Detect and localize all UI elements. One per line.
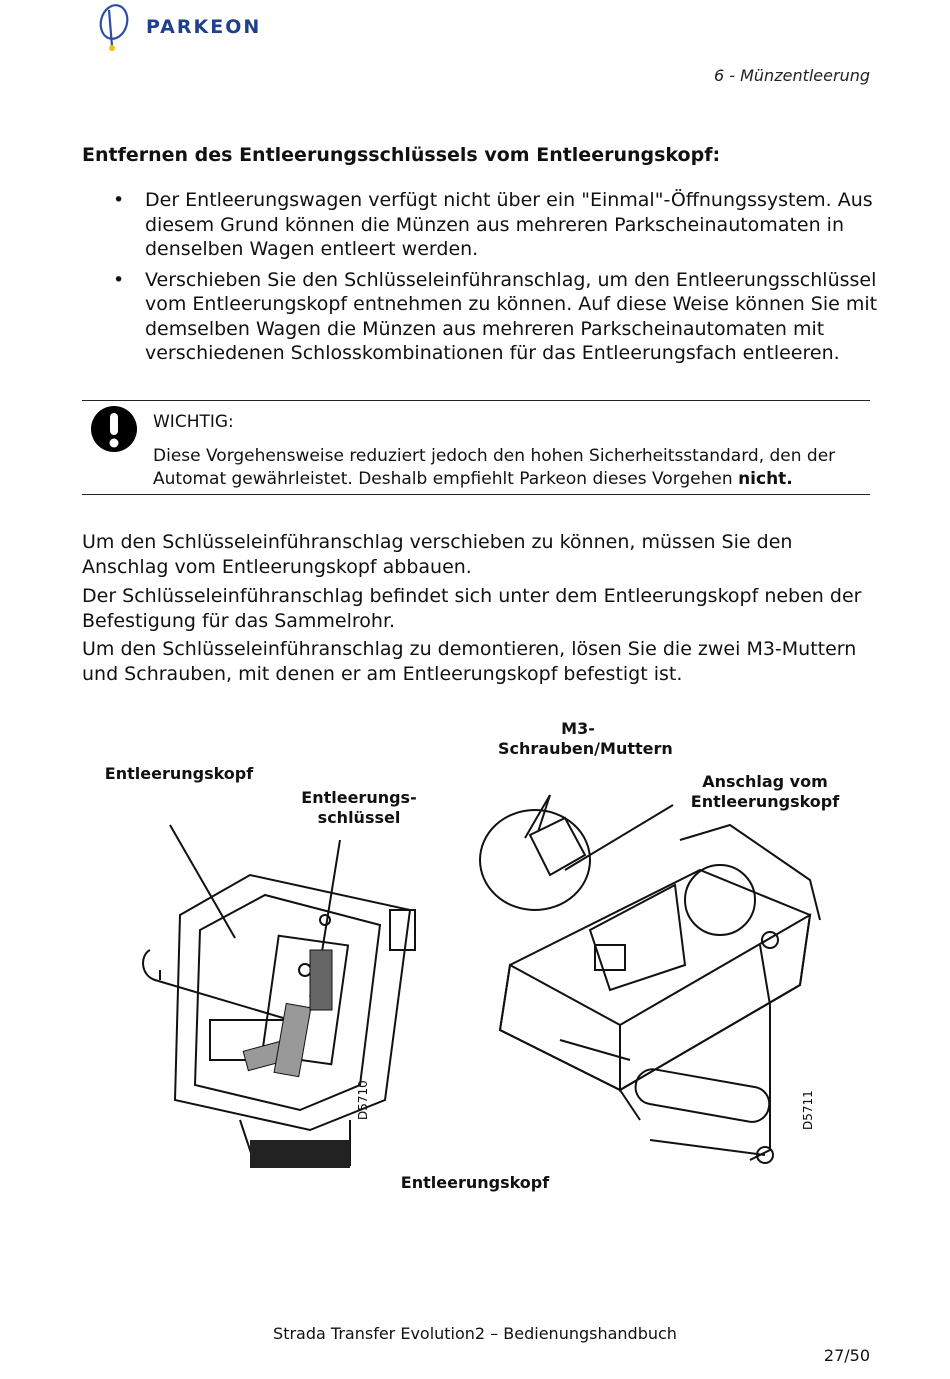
chapter-title: 6 - Münzentleerung <box>713 66 870 85</box>
list-item: • Verschieben Sie den Schlüsseleinführanschlag, um den Entleerungsschlüssel vom Entleerungskopf entnehmen zu können. Auf diese Weise können Sie mit demselben Wagen die Münzen aus mehreren Parkscheinautomaten mit verschiedenen Schlosskombinationen für das Entleerungsfach entleeren. <box>113 268 878 364</box>
paragraph: Der Schlüsseleinführanschlag befindet sich unter dem Entleerungskopf neben der Befestigung für das Sammelrohr. <box>82 585 862 632</box>
label-entleerungskopf: Entleerungskopf <box>104 764 254 783</box>
paragraph: Um den Schlüsseleinführanschlag zu demontieren, lösen Sie die zwei M3-Muttern und Schrauben, mit denen er am Entleerungskopf befestigt ist. <box>82 638 857 685</box>
emptying-head-stop-drawing <box>470 760 840 1170</box>
bullet-icon: • <box>113 268 125 291</box>
warning-top-rule <box>82 400 870 401</box>
logo-text: PARKEON <box>146 16 262 38</box>
label-stop: Anschlag vom Entleerungskopf <box>690 772 840 811</box>
emptying-head-drawing <box>140 820 420 1170</box>
list-item: • Der Entleerungswagen verfügt nicht über ein "Einmal"-Öffnungssystem. Aus diesem Grund können die Münzen aus mehreren Parkscheinautomaten in denselben Wagen entleert werden. <box>113 189 873 260</box>
bullet-icon: • <box>113 189 125 211</box>
page-number: 27/50 <box>823 1346 870 1365</box>
footer-title: Strada Transfer Evolution2 – Bedienungshandbuch <box>273 1324 677 1343</box>
figure-code-right: D5711 <box>801 1090 815 1130</box>
label-entleerungsschluessel: Entleerungs-schlüssel <box>301 788 417 827</box>
exclamation-icon <box>90 405 138 453</box>
warning-bottom-rule <box>82 494 870 495</box>
label-m3-screws: M3-Schrauben/Muttern <box>498 719 673 758</box>
paragraph: Um den Schlüsseleinführanschlag verschieben zu können, müssen Sie den Anschlag vom Entleerungskopf abbauen. <box>82 531 793 578</box>
warning-text: Diese Vorgehensweise reduziert jedoch den hohen Sicherheitsstandard, den der Automat gewährleistet. Deshalb empfiehlt Parkeon dieses Vorgehen nicht. <box>153 446 836 489</box>
warning-title: WICHTIG: <box>153 412 234 432</box>
warning-emphasis: nicht. <box>738 469 793 489</box>
section-heading: Entfernen des Entleerungsschlüssels vom Entleerungskopf: <box>82 144 721 166</box>
figure-code-left: D5710 <box>356 1080 370 1120</box>
label-bottom-entleerungskopf: Entleerungskopf <box>400 1173 550 1192</box>
bullet-list <box>113 188 883 372</box>
